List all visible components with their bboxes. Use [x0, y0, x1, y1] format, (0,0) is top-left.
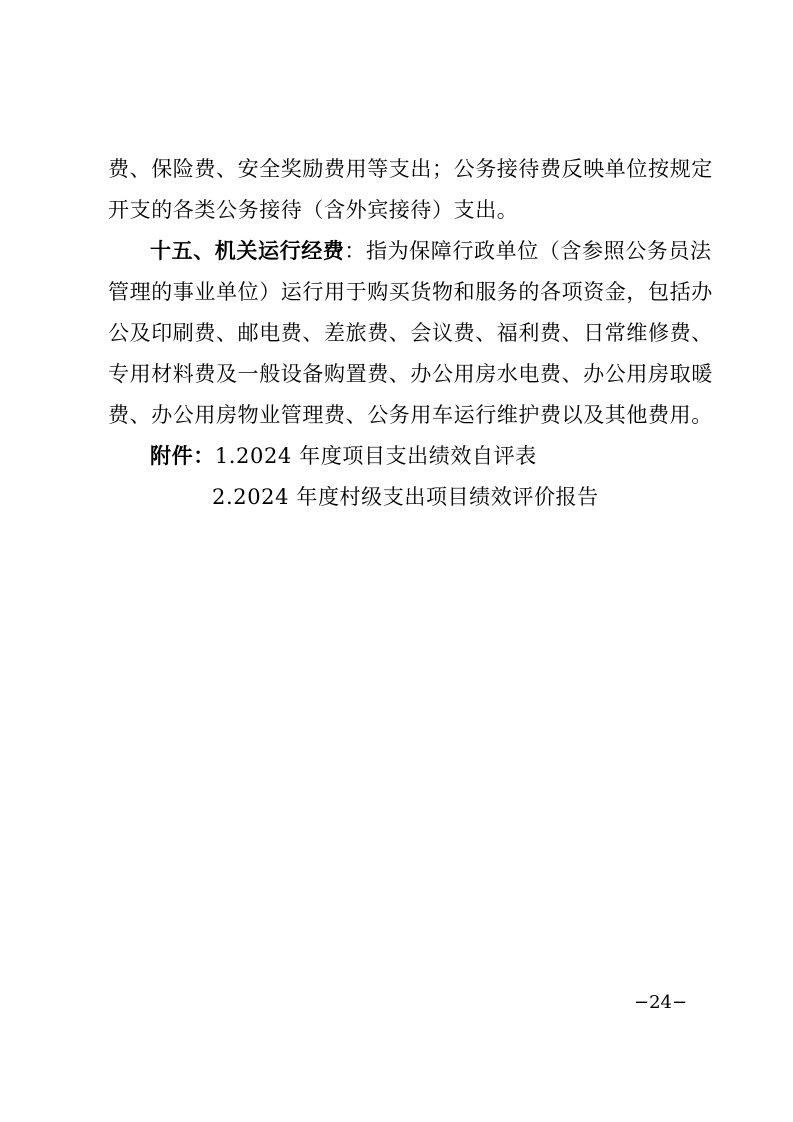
page-number: −24− — [634, 992, 688, 1013]
paragraph-1-line-2: 开支的各类公务接待（含外宾接待）支出。 — [108, 198, 519, 222]
paragraph-1-line-1: 费、保险费、安全奖励费用等支出；公务接待费反映单位按规定 — [108, 157, 713, 181]
paragraph-2-line-4: 专用材料费及一般设备购置费、办公用房水电费、办公用房取暖 — [108, 362, 713, 386]
attachment-label: 附件： — [150, 444, 215, 468]
paragraph-2-line-3: 公及印刷费、邮电费、差旅费、会议费、福利费、日常维修费、 — [108, 321, 713, 345]
paragraph-2-line-2: 管理的事业单位）运行用于购买货物和服务的各项资金，包括办 — [108, 280, 713, 304]
attachment-item-2: 2.2024 年度村级支出项目绩效评价报告 — [212, 485, 599, 509]
paragraph-2-line-5: 费、办公用房物业管理费、公务用车运行维护费以及其他费用。 — [108, 403, 713, 427]
attachment-line-1 — [150, 443, 537, 469]
section-heading: 十五、机关运行经费 — [150, 239, 345, 263]
paragraph-2-line-1 — [150, 238, 712, 264]
paragraph-2-line-1-text: ：指为保障行政单位（含参照公务员法 — [344, 239, 712, 263]
attachment-item-1: 1.2024 年度项目支出绩效自评表 — [214, 444, 537, 468]
